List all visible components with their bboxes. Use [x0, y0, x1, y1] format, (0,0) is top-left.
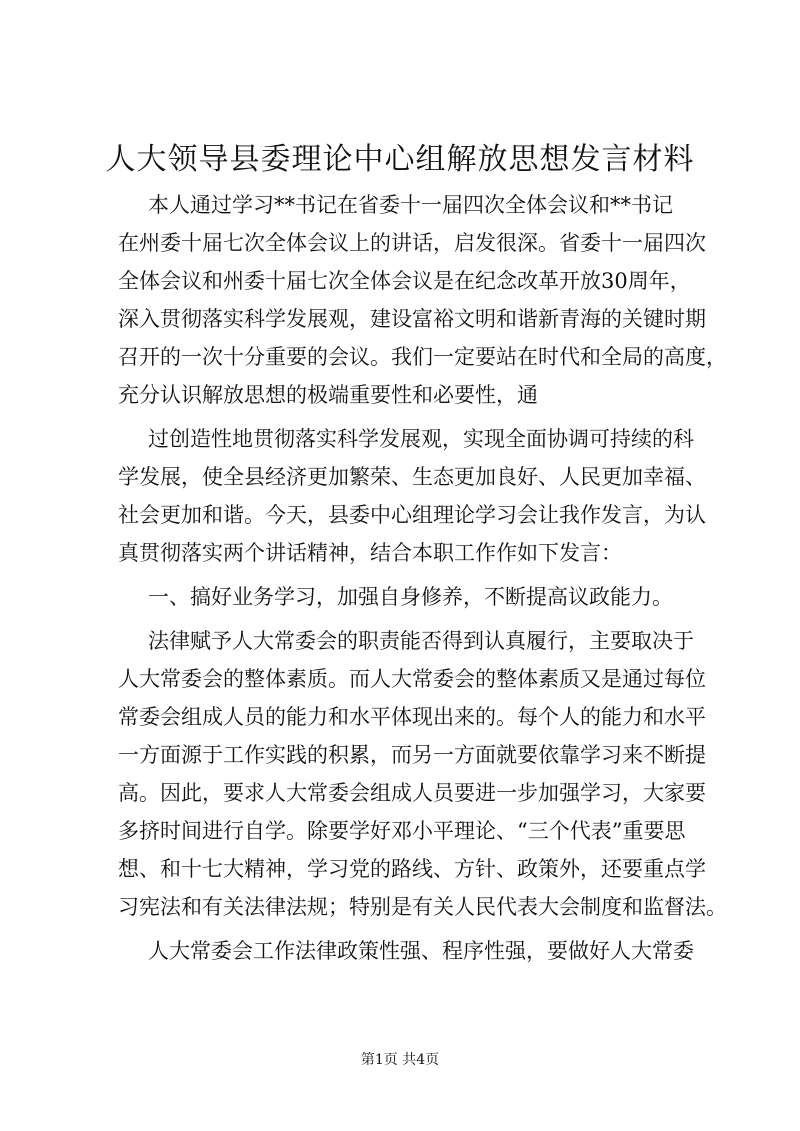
- document-title: 人大领导县委理论中心组解放思想发言材料: [105, 142, 695, 177]
- text-line: 常委会组成人员的能力和水平体现出来的。每个人的能力和水平: [118, 705, 706, 729]
- text-line: 深入贯彻落实科学发展观，建设富裕文明和谐新青海的关键时期: [118, 307, 706, 331]
- text-line: 在州委十届七次全体会议上的讲话，启发很深。省委十一届四次: [118, 231, 706, 255]
- text-line: 全体会议和州委十届七次全体会议是在纪念改革开放30周年，: [118, 269, 691, 293]
- text-line: 想、和十七大精神，学习党的路线、方针、政策外，还要重点学: [118, 857, 706, 881]
- page-footer: 第1页 共4页: [360, 1052, 440, 1068]
- text-line: 习宪法和有关法律法规；特别是有关人民代表大会制度和监督法。: [118, 895, 727, 919]
- text-line: 本人通过学习**书记在省委十一届四次全体会议和**书记: [148, 193, 673, 217]
- text-line: 真贯彻落实两个讲话精神，结合本职工作作如下发言：: [118, 541, 622, 565]
- text-line: 人大常委会工作法律政策性强、程序性强，要做好人大常委: [148, 939, 694, 963]
- text-line: 召开的一次十分重要的会议。我们一定要站在时代和全局的高度，: [118, 345, 727, 369]
- text-line: 过创造性地贯彻落实科学发展观，实现全面协调可持续的科: [148, 427, 694, 451]
- text-line: 学发展，使全县经济更加繁荣、生态更加良好、人民更加幸福、: [118, 465, 706, 489]
- section-heading: 一、搞好业务学习，加强自身修养，不断提高议政能力。: [148, 585, 673, 609]
- text-line: 高。因此，要求人大常委会组成人员要进一步加强学习，大家要: [118, 781, 706, 805]
- text-line: 多挤时间进行自学。除要学好邓小平理论、“三个代表”重要思: [118, 819, 686, 843]
- text-line: 法律赋予人大常委会的职责能否得到认真履行，主要取决于: [148, 629, 694, 653]
- text-line: 充分认识解放思想的极端重要性和必要性，通: [118, 383, 538, 407]
- text-line: 社会更加和谐。今天，县委中心组理论学习会让我作发言，为认: [118, 503, 706, 527]
- text-line: 人大常委会的整体素质。而人大常委会的整体素质又是通过每位: [118, 667, 706, 691]
- text-line: 一方面源于工作实践的积累，而另一方面就要依靠学习来不断提: [118, 743, 706, 767]
